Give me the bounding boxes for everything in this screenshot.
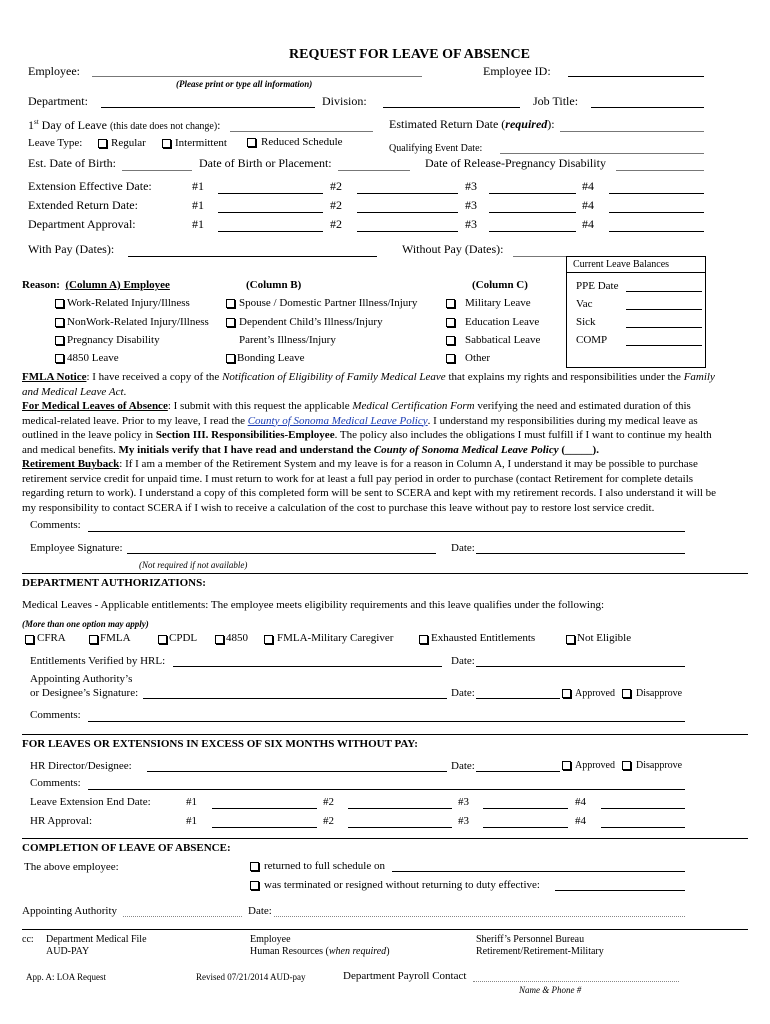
ext-num-2: #2	[330, 179, 342, 193]
ext-effective-4[interactable]	[609, 193, 704, 194]
ext-num-4: #4	[582, 179, 594, 193]
cc-retirement: Retirement/Retirement-Military	[476, 946, 604, 957]
hr-approval-num-4: #4	[575, 815, 586, 827]
page-title: REQUEST FOR LEAVE OF ABSENCE	[289, 47, 530, 62]
pregnancy-disability-label: Pregnancy Disability	[67, 334, 160, 346]
first-day-label: 1st Day of Leave (this date does not change):	[28, 118, 221, 132]
six-months-heading: FOR LEAVES OR EXTENSIONS IN EXCESS OF SIX MONTHS WITHOUT PAY:	[22, 738, 418, 750]
hr-disapprove-checkbox[interactable]	[622, 761, 631, 770]
intermittent-label: Intermittent	[175, 137, 227, 149]
appointing-label-2: or Designee’s Signature:	[30, 687, 139, 699]
with-pay-field[interactable]	[128, 256, 377, 257]
employee-comments-field[interactable]	[88, 531, 685, 532]
ext-end-num-3: #3	[458, 796, 469, 808]
ext-num-3: #3	[465, 179, 477, 193]
retirement-buyback-statement: Retirement Buyback: If I am a member of the Retirement System and my leave is for a reason in Column A, I understand it may be possible to purchase retirement service credit for unpaid time. I must return to work for at least a full pay period in order to purchase (contact Retirement for complete details regarding return to work). I understand a copy of this completed form will be sent to SCERA and kept with my retirement records. I also understand it will be my responsibility to contact SCERA if I wish to receive a calculation of the cost to purchase this leave without pay to restore lost service credit.	[22, 458, 717, 514]
cfra-label: CFRA	[37, 632, 66, 644]
dob-placement-field[interactable]	[338, 170, 410, 171]
terminated-checkbox[interactable]	[250, 881, 259, 890]
ext-return-2[interactable]	[357, 212, 458, 213]
regular-checkbox[interactable]	[98, 139, 107, 148]
fmla-checkbox[interactable]	[89, 635, 98, 644]
hr-disapprove-label: Disapprove	[636, 760, 683, 771]
ext-return-3[interactable]	[489, 212, 576, 213]
dept-comments-label: Comments:	[30, 709, 81, 721]
column-b-heading: (Column B)	[246, 279, 302, 291]
hr-approval-label: HR Approval:	[30, 815, 93, 827]
other-reason-label: Other	[465, 352, 491, 364]
appointing-label-1: Appointing Authority’s	[30, 673, 133, 685]
qualifying-event-field[interactable]	[500, 153, 704, 154]
est-birth-label: Est. Date of Birth:	[28, 156, 116, 170]
print-note: (Please print or type all information)	[176, 79, 313, 89]
extension-effective-label: Extension Effective Date:	[28, 179, 152, 193]
appr-num-3: #3	[465, 217, 477, 231]
cc-medical-file: Department Medical File	[46, 934, 147, 945]
appr-num-4: #4	[582, 217, 594, 231]
department-field[interactable]	[101, 107, 315, 108]
leave-4850-checkbox[interactable]	[55, 354, 64, 363]
hr-director-field[interactable]	[147, 771, 447, 772]
payroll-contact-field[interactable]	[473, 981, 679, 982]
app-label: App. A: LOA Request	[26, 972, 106, 982]
employee-signature-label: Employee Signature:	[30, 542, 123, 554]
spouse-illness-checkbox[interactable]	[226, 299, 235, 308]
cc-label: cc:	[22, 934, 34, 945]
vac-field[interactable]	[626, 309, 702, 310]
hr-comments-label: Comments:	[30, 777, 81, 789]
vac-label: Vac	[576, 298, 593, 310]
employee-id-label: Employee ID:	[483, 64, 551, 78]
job-title-field[interactable]	[591, 107, 704, 108]
verified-by-field[interactable]	[173, 666, 442, 667]
reason-label: Reason: (Column A) Employee	[22, 279, 170, 291]
returned-checkbox[interactable]	[250, 862, 259, 871]
dept-approval-4[interactable]	[609, 231, 704, 232]
dept-disapprove-checkbox[interactable]	[622, 689, 631, 698]
fmla-label: FMLA	[100, 632, 131, 644]
ext-end-num-4: #4	[575, 796, 586, 808]
hr-approval-3[interactable]	[483, 827, 568, 828]
appointing-signature-field[interactable]	[143, 698, 447, 699]
medical-leave-statement: For Medical Leaves of Absence: I submit with this request the applicable Medical Certification Form verifying the need and estimated duration of this medical-related leave. Prior to my leave, I read the County of Sonoma Medical Leave Policy. I understand my responsibilities during my medical leave as outlined in the leave policy in Section III. Responsibilities-Employee. The policy also includes the obligations I must fulfill if I want to continue my health and medical benefits. My initials verify that I have read and understand the County of Sonoma Medical Leave Policy (_____).	[22, 400, 712, 456]
opt-4850-label: 4850	[226, 632, 248, 644]
ext-num-1: #1	[192, 179, 204, 193]
fmla-military-checkbox[interactable]	[264, 635, 273, 644]
medical-leave-policy-link[interactable]: County of Sonoma Medical Leave Policy	[247, 414, 428, 427]
department-approval-label: Department Approval:	[28, 217, 136, 231]
est-return-field[interactable]	[560, 131, 704, 132]
parent-illness-label: Parent’s Illness/Injury	[239, 334, 336, 346]
appointing-date-field[interactable]	[476, 698, 560, 699]
hr-date-field[interactable]	[476, 771, 560, 772]
ext-end-2[interactable]	[348, 808, 452, 809]
bonding-leave-label: Bonding Leave	[237, 352, 305, 364]
ext-end-label: Leave Extension End Date:	[30, 796, 151, 808]
work-related-label: Work-Related Injury/Illness	[67, 297, 190, 309]
section-divider-1	[22, 573, 748, 574]
ppe-date-label: PPE Date	[576, 280, 619, 292]
military-leave-label: Military Leave	[465, 297, 531, 309]
dept-auth-intro: Medical Leaves - Applicable entitlements: The employee meets eligibility requirements and this leave qualifies under the following:	[22, 599, 605, 611]
hr-approval-4[interactable]	[601, 827, 685, 828]
above-employee-label: The above employee:	[24, 861, 119, 873]
ext-effective-3[interactable]	[489, 193, 576, 194]
cpdl-label: CPDL	[169, 632, 198, 644]
nonwork-related-checkbox[interactable]	[55, 318, 64, 327]
fmla-notice: FMLA Notice: I have received a copy of the Notification of Eligibility of Family Medical Leave that explains my rights and responsibilities under the Family and Medical Leave Act.	[22, 371, 715, 398]
ext-end-3[interactable]	[483, 808, 568, 809]
ret-num-2: #2	[330, 198, 342, 212]
division-field[interactable]	[383, 107, 520, 108]
est-return-label: Estimated Return Date (required):	[389, 117, 555, 131]
ext-end-4[interactable]	[601, 808, 685, 809]
verified-date-field[interactable]	[476, 666, 685, 667]
ret-num-4: #4	[582, 198, 594, 212]
ext-effective-1[interactable]	[218, 193, 323, 194]
dependent-child-label: Dependent Child’s Illness/Injury	[239, 316, 383, 328]
section-divider-2	[22, 734, 748, 735]
est-birth-field[interactable]	[122, 170, 192, 171]
sick-label: Sick	[576, 316, 596, 328]
dept-approved-checkbox[interactable]	[562, 689, 571, 698]
dept-approval-2[interactable]	[357, 231, 458, 232]
appr-num-2: #2	[330, 217, 342, 231]
dept-approval-3[interactable]	[489, 231, 576, 232]
ret-num-1: #1	[192, 198, 204, 212]
payroll-contact-label: Department Payroll Contact	[343, 970, 467, 982]
balances-divider	[566, 272, 705, 273]
dob-placement-label: Date of Birth or Placement:	[199, 156, 332, 170]
cc-sheriff: Sheriff’s Personnel Bureau	[476, 934, 585, 945]
hr-date-label: Date:	[451, 760, 475, 772]
intermittent-checkbox[interactable]	[162, 139, 171, 148]
employee-field[interactable]	[92, 76, 422, 77]
dept-disapprove-label: Disapprove	[636, 688, 683, 699]
completion-heading: COMPLETION OF LEAVE OF ABSENCE:	[22, 842, 231, 854]
ppe-date-field[interactable]	[626, 291, 702, 292]
employee-signature-field[interactable]	[127, 553, 436, 554]
opt-4850-checkbox[interactable]	[215, 635, 224, 644]
extended-return-label: Extended Return Date:	[28, 198, 138, 212]
pregnancy-disability-checkbox[interactable]	[55, 336, 64, 345]
reduced-schedule-label: Reduced Schedule	[261, 136, 343, 148]
first-day-field[interactable]	[230, 131, 373, 132]
bonding-leave-checkbox[interactable]	[226, 354, 235, 363]
not-eligible-checkbox[interactable]	[566, 635, 575, 644]
education-leave-checkbox[interactable]	[446, 318, 455, 327]
hr-approval-num-2: #2	[323, 815, 334, 827]
employee-label: Employee:	[28, 64, 80, 78]
not-eligible-label: Not Eligible	[577, 632, 632, 644]
more-than-one-note: (More than one option may apply)	[22, 619, 149, 629]
leave-type-label: Leave Type:	[28, 137, 83, 149]
column-c-heading: (Column C)	[472, 279, 528, 291]
returned-field[interactable]	[392, 871, 685, 872]
completion-date-field[interactable]	[274, 916, 685, 917]
fmla-military-label: FMLA-Military Caregiver	[277, 632, 394, 644]
dept-approval-1[interactable]	[218, 231, 323, 232]
verified-date-label: Date:	[451, 655, 475, 667]
hr-director-label: HR Director/Designee:	[30, 760, 132, 772]
without-pay-label: Without Pay (Dates):	[402, 242, 504, 256]
reduced-schedule-checkbox[interactable]	[247, 138, 256, 147]
department-label: Department:	[28, 94, 88, 108]
work-related-checkbox[interactable]	[55, 299, 64, 308]
ext-effective-2[interactable]	[357, 193, 458, 194]
employee-id-field[interactable]	[568, 76, 704, 77]
employee-date-field[interactable]	[476, 553, 685, 554]
comp-field[interactable]	[626, 345, 702, 346]
sabbatical-leave-label: Sabbatical Leave	[465, 334, 541, 346]
ret-num-3: #3	[465, 198, 477, 212]
sabbatical-leave-checkbox[interactable]	[446, 336, 455, 345]
appointing-date-label: Date:	[451, 687, 475, 699]
name-phone-note: Name & Phone #	[519, 985, 582, 995]
release-pregnancy-field[interactable]	[616, 170, 704, 171]
employee-date-label: Date:	[451, 542, 475, 554]
qualifying-event-label: Qualifying Event Date:	[389, 143, 483, 154]
not-required-note: (Not required if not available)	[139, 560, 248, 570]
leave-4850-label: 4850 Leave	[67, 352, 119, 364]
hr-approval-2[interactable]	[348, 827, 452, 828]
nonwork-related-label: NonWork-Related Injury/Illness	[67, 316, 209, 328]
dept-comments-field[interactable]	[88, 721, 685, 722]
division-label: Division:	[322, 94, 367, 108]
with-pay-label: With Pay (Dates):	[28, 242, 115, 256]
hr-approval-1[interactable]	[212, 827, 317, 828]
ext-end-num-1: #1	[186, 796, 197, 808]
cc-human-resources: Human Resources (when required)	[250, 946, 390, 957]
cc-employee: Employee	[250, 934, 291, 945]
hr-approval-num-1: #1	[186, 815, 197, 827]
ext-end-num-2: #2	[323, 796, 334, 808]
dept-approved-label: Approved	[575, 688, 615, 699]
ext-return-4[interactable]	[609, 212, 704, 213]
release-pregnancy-label: Date of Release-Pregnancy Disability	[425, 156, 606, 170]
hr-approval-num-3: #3	[458, 815, 469, 827]
sick-field[interactable]	[626, 327, 702, 328]
education-leave-label: Education Leave	[465, 316, 540, 328]
comp-label: COMP	[576, 334, 608, 346]
employee-comments-label: Comments:	[30, 519, 81, 531]
dependent-child-checkbox[interactable]	[226, 318, 235, 327]
exhausted-label: Exhausted Entitlements	[431, 632, 536, 644]
ext-end-1[interactable]	[212, 808, 317, 809]
hr-approved-label: Approved	[575, 760, 615, 771]
ext-return-1[interactable]	[218, 212, 323, 213]
spouse-illness-label: Spouse / Domestic Partner Illness/Injury	[239, 297, 418, 309]
hr-comments-field[interactable]	[88, 789, 685, 790]
leave-balances-title: Current Leave Balances	[573, 259, 670, 270]
terminated-label: was terminated or resigned without returning to duty effective:	[264, 879, 540, 891]
cc-aud-pay: AUD-PAY	[46, 946, 90, 957]
dept-auth-heading: DEPARTMENT AUTHORIZATIONS:	[22, 577, 206, 589]
other-reason-checkbox[interactable]	[446, 354, 455, 363]
verified-by-label: Entitlements Verified by HRL:	[30, 655, 166, 667]
completion-date-label: Date:	[248, 905, 272, 917]
appointing-authority-label: Appointing Authority	[22, 905, 118, 917]
section-divider-4	[22, 929, 748, 930]
regular-label: Regular	[111, 137, 146, 149]
appointing-authority-field[interactable]	[123, 916, 242, 917]
job-title-label: Job Title:	[533, 94, 579, 108]
appr-num-1: #1	[192, 217, 204, 231]
terminated-field[interactable]	[555, 890, 685, 891]
revised-label: Revised 07/21/2014 AUD-pay	[196, 972, 306, 982]
cfra-checkbox[interactable]	[25, 635, 34, 644]
cpdl-checkbox[interactable]	[158, 635, 167, 644]
section-divider-3	[22, 838, 748, 839]
military-leave-checkbox[interactable]	[446, 299, 455, 308]
returned-label: returned to full schedule on	[264, 860, 385, 872]
exhausted-checkbox[interactable]	[419, 635, 428, 644]
hr-approved-checkbox[interactable]	[562, 761, 571, 770]
